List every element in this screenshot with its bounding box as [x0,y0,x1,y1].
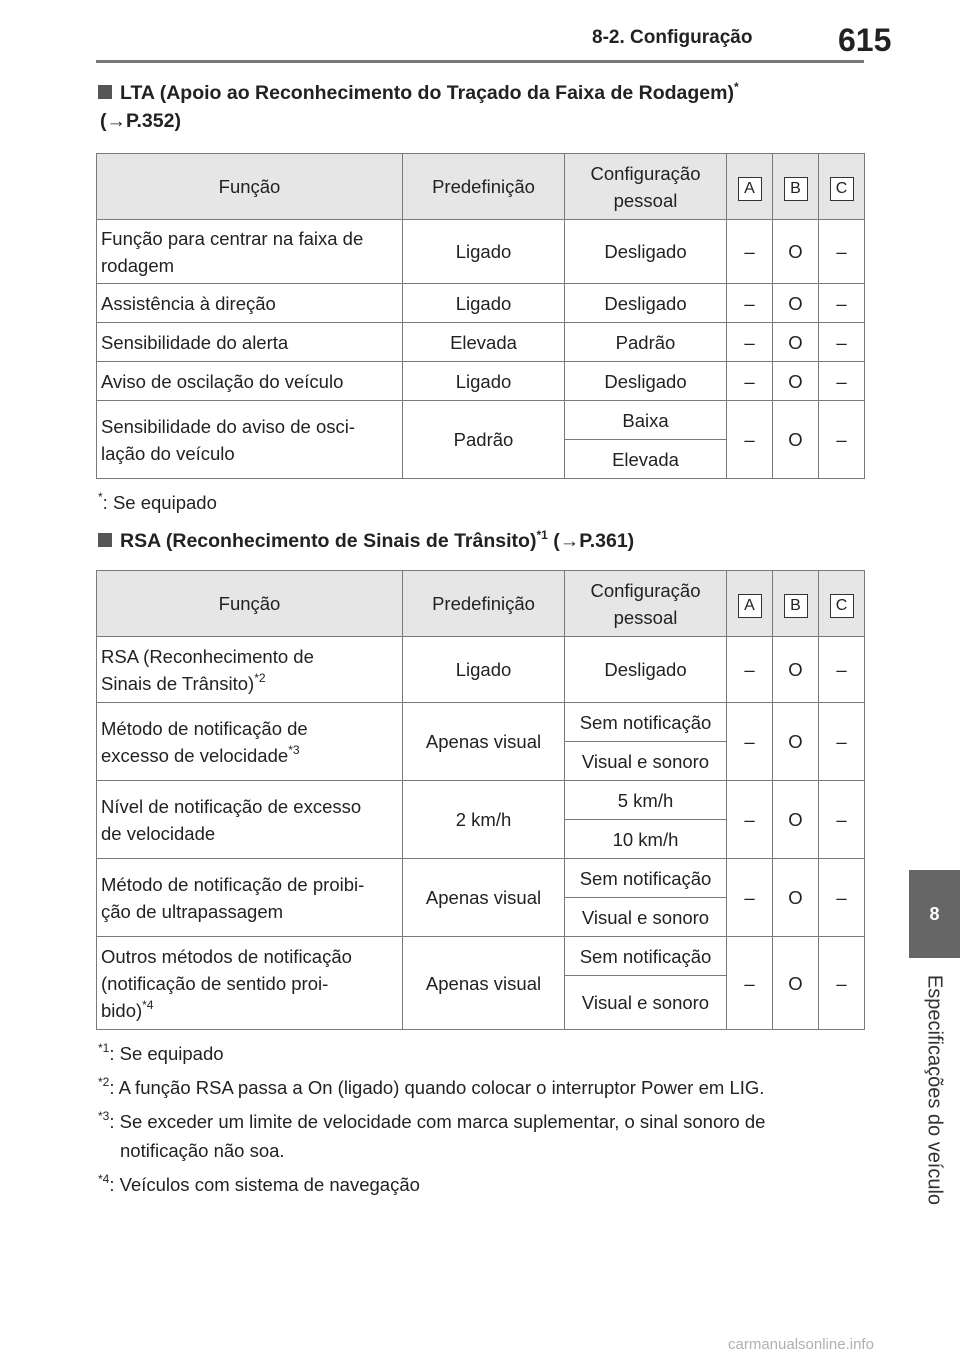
note-text-continued: notificação não soa. [120,1140,285,1161]
col-a-box: A [738,177,762,201]
row-c: – [819,284,865,323]
row-b: O [773,284,819,323]
col-config-line2: pessoal [613,189,678,211]
row-c: – [819,220,865,284]
col-configuracao [565,154,727,220]
row-default: Apenas visual [403,937,565,1030]
row-default: Ligado [403,637,565,703]
table-row [97,323,865,362]
row-a: – [727,284,773,323]
footnote-text: : Se equipado [102,492,217,513]
row-default: Apenas visual [403,703,565,781]
col-funcao: Função [97,571,403,637]
row-setting-2: Visual e sonoro [565,898,727,937]
rsa-reference: (→P.361) [553,530,635,552]
rsa-note-2 [98,1073,878,1102]
row-setting-2: 10 km/h [565,820,727,859]
rsa-heading [98,526,634,557]
row-setting-1: Sem notificação [565,859,727,898]
row-b: O [773,937,819,1030]
row-a: – [727,703,773,781]
row-a: – [727,859,773,937]
row-b: O [773,362,819,401]
col-predefinicao: Predefinição [403,154,565,220]
note-mark: *1 [98,1041,110,1055]
row-a: – [727,781,773,859]
row-b: O [773,220,819,284]
row-default: Ligado [403,284,565,323]
rsa-title-mark: *1 [536,528,548,542]
row-c: – [819,401,865,479]
col-configuracao [565,571,727,637]
col-config-line1: Configuração [590,579,701,601]
row-b: O [773,323,819,362]
row-c: – [819,703,865,781]
note-text: : Se exceder um limite de velocidade com marca suplementar, o sinal sonoro de [109,1111,766,1132]
row-function: Assistência à direção [97,284,403,323]
row-setting-1: 5 km/h [565,781,727,820]
row-a: – [727,362,773,401]
row-c: – [819,781,865,859]
note-mark: *2 [98,1075,110,1089]
table-row [97,703,865,742]
col-a [727,571,773,637]
table-row [97,637,865,703]
table-row [97,284,865,323]
row-function: Aviso de oscilação do veículo [97,362,403,401]
table-header-row [97,571,865,637]
lta-reference: (→P.352) [100,110,181,132]
table-row [97,859,865,898]
table-row [97,220,865,284]
note-text: : Se equipado [109,1043,224,1064]
row-setting-2: Visual e sonoro [565,742,727,781]
row-setting: Desligado [565,284,727,323]
header-rule [96,60,864,63]
col-b [773,154,819,220]
row-b: O [773,781,819,859]
col-c-box: C [830,594,854,618]
col-c [819,154,865,220]
col-b-box: B [784,177,808,201]
row-setting-2: Elevada [565,440,727,479]
row-c: – [819,323,865,362]
chapter-number: 8 [929,903,940,924]
table-row [97,937,865,976]
note-text: : A função RSA passa a On (ligado) quando colocar o interruptor Power em LIG. [109,1077,765,1098]
row-setting: Desligado [565,220,727,284]
row-setting-1: Sem notificação [565,703,727,742]
row-setting-1: Sem notificação [565,937,727,976]
col-c-box: C [830,177,854,201]
row-default: Padrão [403,401,565,479]
rsa-note-4 [98,1170,878,1199]
col-b [773,571,819,637]
rsa-note-1 [98,1039,878,1068]
row-default: 2 km/h [403,781,565,859]
rsa-note-3 [98,1107,878,1165]
row-c: – [819,362,865,401]
col-b-box: B [784,594,808,618]
footnote-mark: * [98,490,103,504]
note-mark: *3 [98,1109,110,1123]
row-c: – [819,937,865,1030]
col-predefinicao: Predefinição [403,571,565,637]
row-default: Ligado [403,362,565,401]
row-function: Sensibilidade do alerta [97,323,403,362]
row-b: O [773,401,819,479]
bullet-square-icon [98,85,112,99]
col-a-box: A [738,594,762,618]
table-row [97,781,865,820]
section-title: 8-2. Configuração [592,27,753,48]
note-text: : Veículos com sistema de navegação [109,1174,420,1195]
row-setting: Padrão [565,323,727,362]
col-config-line1: Configuração [590,162,701,184]
row-a: – [727,323,773,362]
row-c: – [819,637,865,703]
row-setting: Desligado [565,637,727,703]
row-b: O [773,703,819,781]
row-setting: Desligado [565,362,727,401]
col-c [819,571,865,637]
row-function: Função para centrar na faixa de rodagem [97,220,403,284]
lta-footnote [98,488,878,517]
row-a: – [727,220,773,284]
rsa-table [96,570,865,1030]
row-a: – [727,637,773,703]
row-setting-1: Baixa [565,401,727,440]
lta-heading [98,78,739,109]
row-default: Ligado [403,220,565,284]
note-mark: *4 [98,1172,110,1186]
chapter-tab [909,870,960,958]
col-funcao: Função [97,154,403,220]
row-a: – [727,401,773,479]
lta-table [96,153,865,479]
table-row [97,362,865,401]
row-c: – [819,859,865,937]
rsa-title: RSA (Reconhecimento de Sinais de Trânsito) [120,530,537,552]
watermark: carmanualsonline.info [728,1336,874,1353]
table-header-row [97,154,865,220]
row-b: O [773,859,819,937]
row-function: Sensibilidade do aviso de osci- lação do veículo [97,401,403,479]
lta-title: LTA (Apoio ao Reconhecimento do Traçado da Faixa de Rodagem) [120,82,734,104]
row-default: Elevada [403,323,565,362]
row-function: Método de notificação de proibi- ção de ultrapassagem [97,859,403,937]
table-row [97,401,865,440]
row-default: Apenas visual [403,859,565,937]
row-function: Nível de notificação de excesso de velocidade [97,781,403,859]
row-a: – [727,937,773,1030]
page-number: 615 [838,22,892,58]
col-a [727,154,773,220]
row-function: RSA (Reconhecimento de Sinais de Trânsito)$^{*2}$ [97,637,403,703]
row-setting-2: Visual e sonoro [565,976,727,1030]
row-b: O [773,637,819,703]
col-config-line2: pessoal [613,606,678,628]
lta-title-mark: * [733,80,739,94]
bullet-square-icon [98,533,112,547]
row-function: Outros métodos de notificação (notificação de sentido proi- bido)$^{*4}$ [97,937,403,1030]
chapter-label: Especificações do veículo [923,974,946,1206]
row-function: Método de notificação de excesso de velocidade$^{*3}$ [97,703,403,781]
